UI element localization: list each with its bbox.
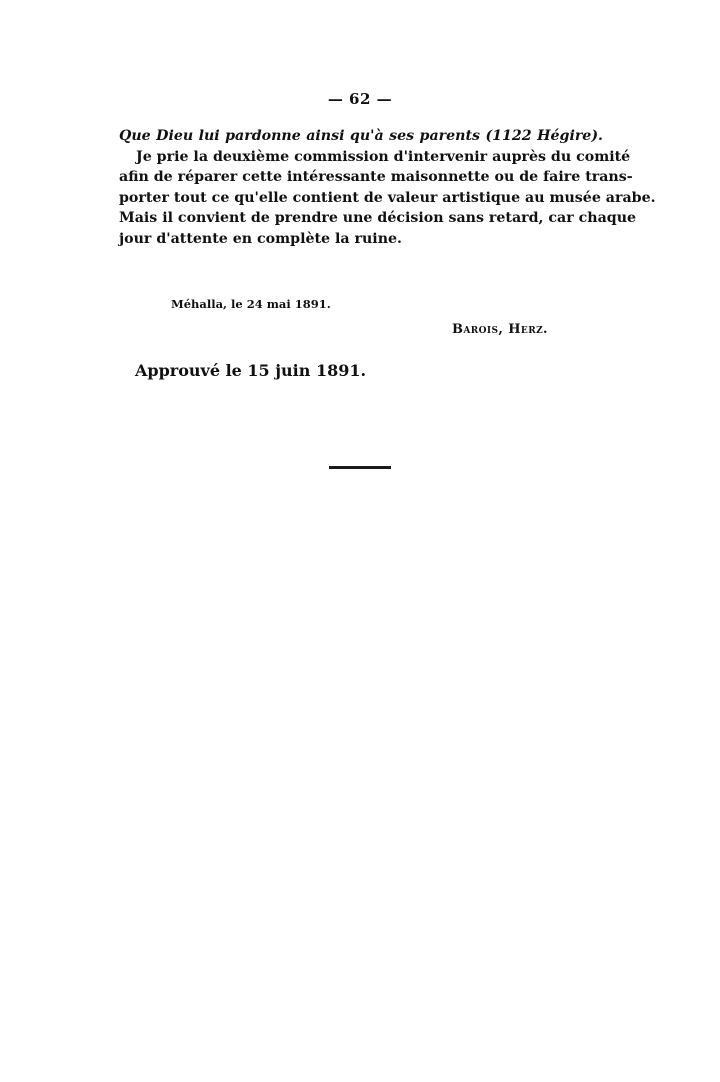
- letter-body: [119, 126, 656, 249]
- quoted-inscription-line: Que Dieu lui pardonne ainsi qu'à ses parents (1122 Hégire).: [119, 128, 603, 144]
- signatures: Barois, Herz.: [452, 322, 548, 337]
- paragraph-line: Mais il convient de prendre une décision sans retard, car chaque: [119, 210, 637, 226]
- page-number: — 62 —: [327, 90, 393, 108]
- paragraph-line: Je prie la deuxième commission d'intervenir auprès du comité: [136, 148, 631, 165]
- paragraph-line: jour d'attente en complète la ruine.: [119, 230, 402, 247]
- place-date: Méhalla, le 24 mai 1891.: [171, 297, 331, 311]
- paragraph-line: afin de réparer cette intéressante maisonnette ou de faire trans-: [119, 169, 633, 185]
- closing-rule: [329, 466, 391, 469]
- approval-date: Approuvé le 15 juin 1891.: [135, 361, 367, 380]
- paragraph-line: porter tout ce qu'elle contient de valeur artistique au musée arabe.: [119, 189, 656, 206]
